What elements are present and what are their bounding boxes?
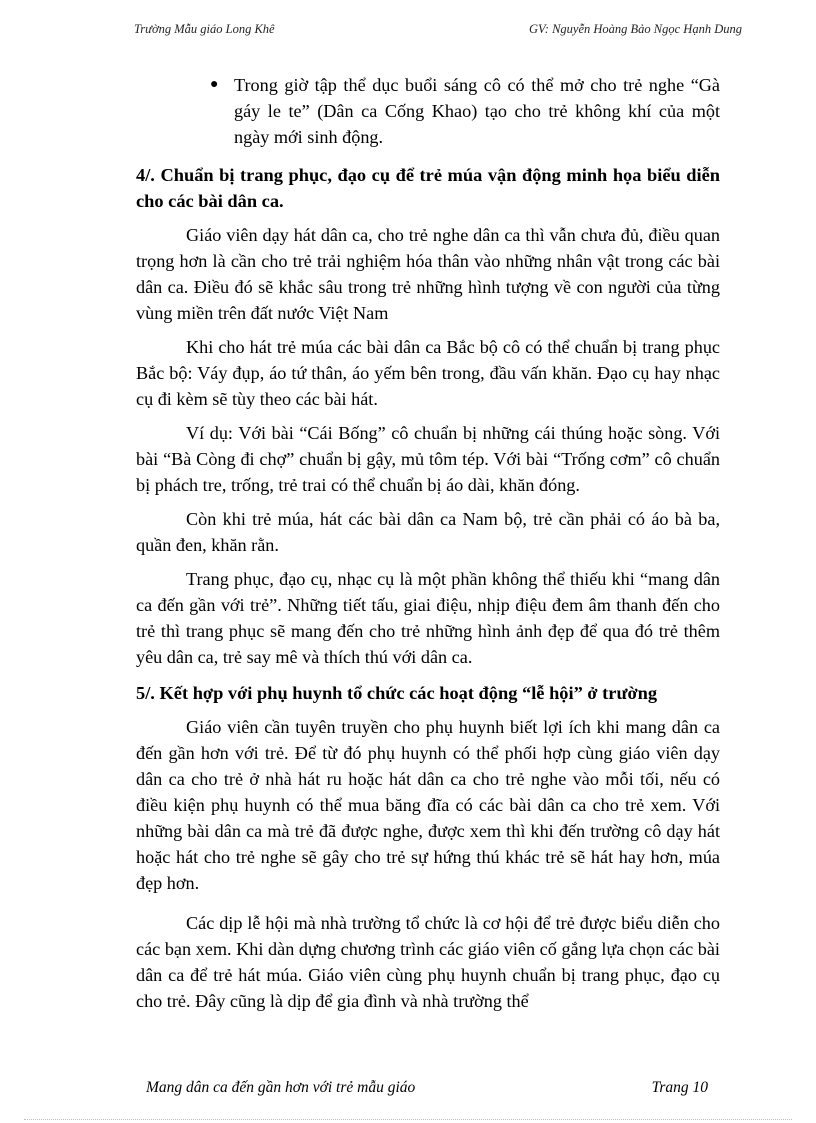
header-school: Trường Mẫu giáo Long Khê <box>134 22 275 36</box>
page-body <box>136 72 720 1022</box>
footer-divider <box>24 1119 792 1120</box>
section-4-paragraph: Ví dụ: Với bài “Cái Bống” cô chuẩn bị những cái thúng hoặc sòng. Với bài “Bà Còng đi chợ” chuẩn bị gậy, mủ tôm tép. Với bài “Trống cơm” cô chuẩn bị phách tre, trống, trẻ trai có thể chuẩn bị áo dài, khăn đóng. <box>136 423 720 495</box>
footer-title: Mang dân ca đến gần hơn với trẻ mẫu giáo <box>146 1079 416 1096</box>
bullet-icon: ● <box>210 77 219 92</box>
section-5-paragraph: Các dịp lễ hội mà nhà trường tổ chức là cơ hội để trẻ được biểu diễn cho các bạn xem. Khi dàn dựng chương trình các giáo viên cố gắng lựa chọn các bài dân ca để trẻ hát múa. Giáo viên cùng phụ huynh chuẩn bị trang phục, đạo cụ cho trẻ. Đây cũng là dịp để gia đình và nhà trường thể <box>136 913 720 1011</box>
section-5-paragraph: Giáo viên cần tuyên truyền cho phụ huynh biết lợi ích khi mang dân ca đến gần hơn với trẻ. Để từ đó phụ huynh có thể phối hợp cùng giáo viên dạy dân ca cho trẻ ở nhà hát ru hoặc hát dân ca cho trẻ nghe vào mỗi tối, nếu có điều kiện phụ huynh có thể mua băng đĩa có các bài dân ca cho trẻ xem. Với những bài dân ca mà trẻ đã được nghe, được xem thì khi đến trường cô dạy hát hoặc hát cho trẻ nghe sẽ gây cho trẻ sự hứng thú khác trẻ sẽ hát hay hơn, múa đẹp hơn. <box>136 717 720 893</box>
bullet-text: Trong giờ tập thể dục buổi sáng cô có thể mở cho trẻ nghe “Gà gáy le te” (Dân ca Cống Khao) tạo cho trẻ không khí của một ngày mới sinh động. <box>234 75 720 147</box>
section-4-paragraph: Trang phục, đạo cụ, nhạc cụ là một phần không thể thiếu khi “mang dân ca đến gần với trẻ”. Những tiết tấu, giai điệu, nhịp điệu đem âm thanh đến cho trẻ thì trang phục sẽ mang đến cho trẻ những hình ảnh đẹp để qua đó trẻ thêm yêu dân ca, trẻ say mê và thích thú với dân ca. <box>136 569 720 667</box>
page-header <box>134 22 742 40</box>
section-4-heading: 4/. Chuẩn bị trang phục, đạo cụ để trẻ múa vận động minh họa biểu diễn cho các bài dân ca. <box>136 165 720 211</box>
bullet-item <box>136 72 720 150</box>
page-footer <box>146 1079 708 1099</box>
header-teacher: GV: Nguyễn Hoàng Bảo Ngọc Hạnh Dung <box>528 22 742 36</box>
page-number: Trang 10 <box>651 1079 708 1096</box>
section-4-paragraph: Khi cho hát trẻ múa các bài dân ca Bắc bộ cô có thể chuẩn bị trang phục Bắc bộ: Váy đụp, áo tứ thân, áo yếm bên trong, đầu vấn khăn. Đạo cụ hay nhạc cụ đi kèm sẽ tùy theo các bài hát. <box>136 337 720 409</box>
section-4-paragraph: Còn khi trẻ múa, hát các bài dân ca Nam bộ, trẻ cần phải có áo bà ba, quần đen, khăn rằn. <box>136 509 720 555</box>
section-5-heading: 5/. Kết hợp với phụ huynh tổ chức các hoạt động “lễ hội” ở trường <box>136 683 658 703</box>
section-4-paragraph: Giáo viên dạy hát dân ca, cho trẻ nghe dân ca thì vẫn chưa đủ, điều quan trọng hơn là cần cho trẻ trải nghiệm hóa thân vào những nhân vật trong các bài dân ca. Điều đó sẽ khắc sâu trong trẻ những hình tượng về con người của từng vùng miền trên đất nước Việt Nam <box>136 225 720 323</box>
